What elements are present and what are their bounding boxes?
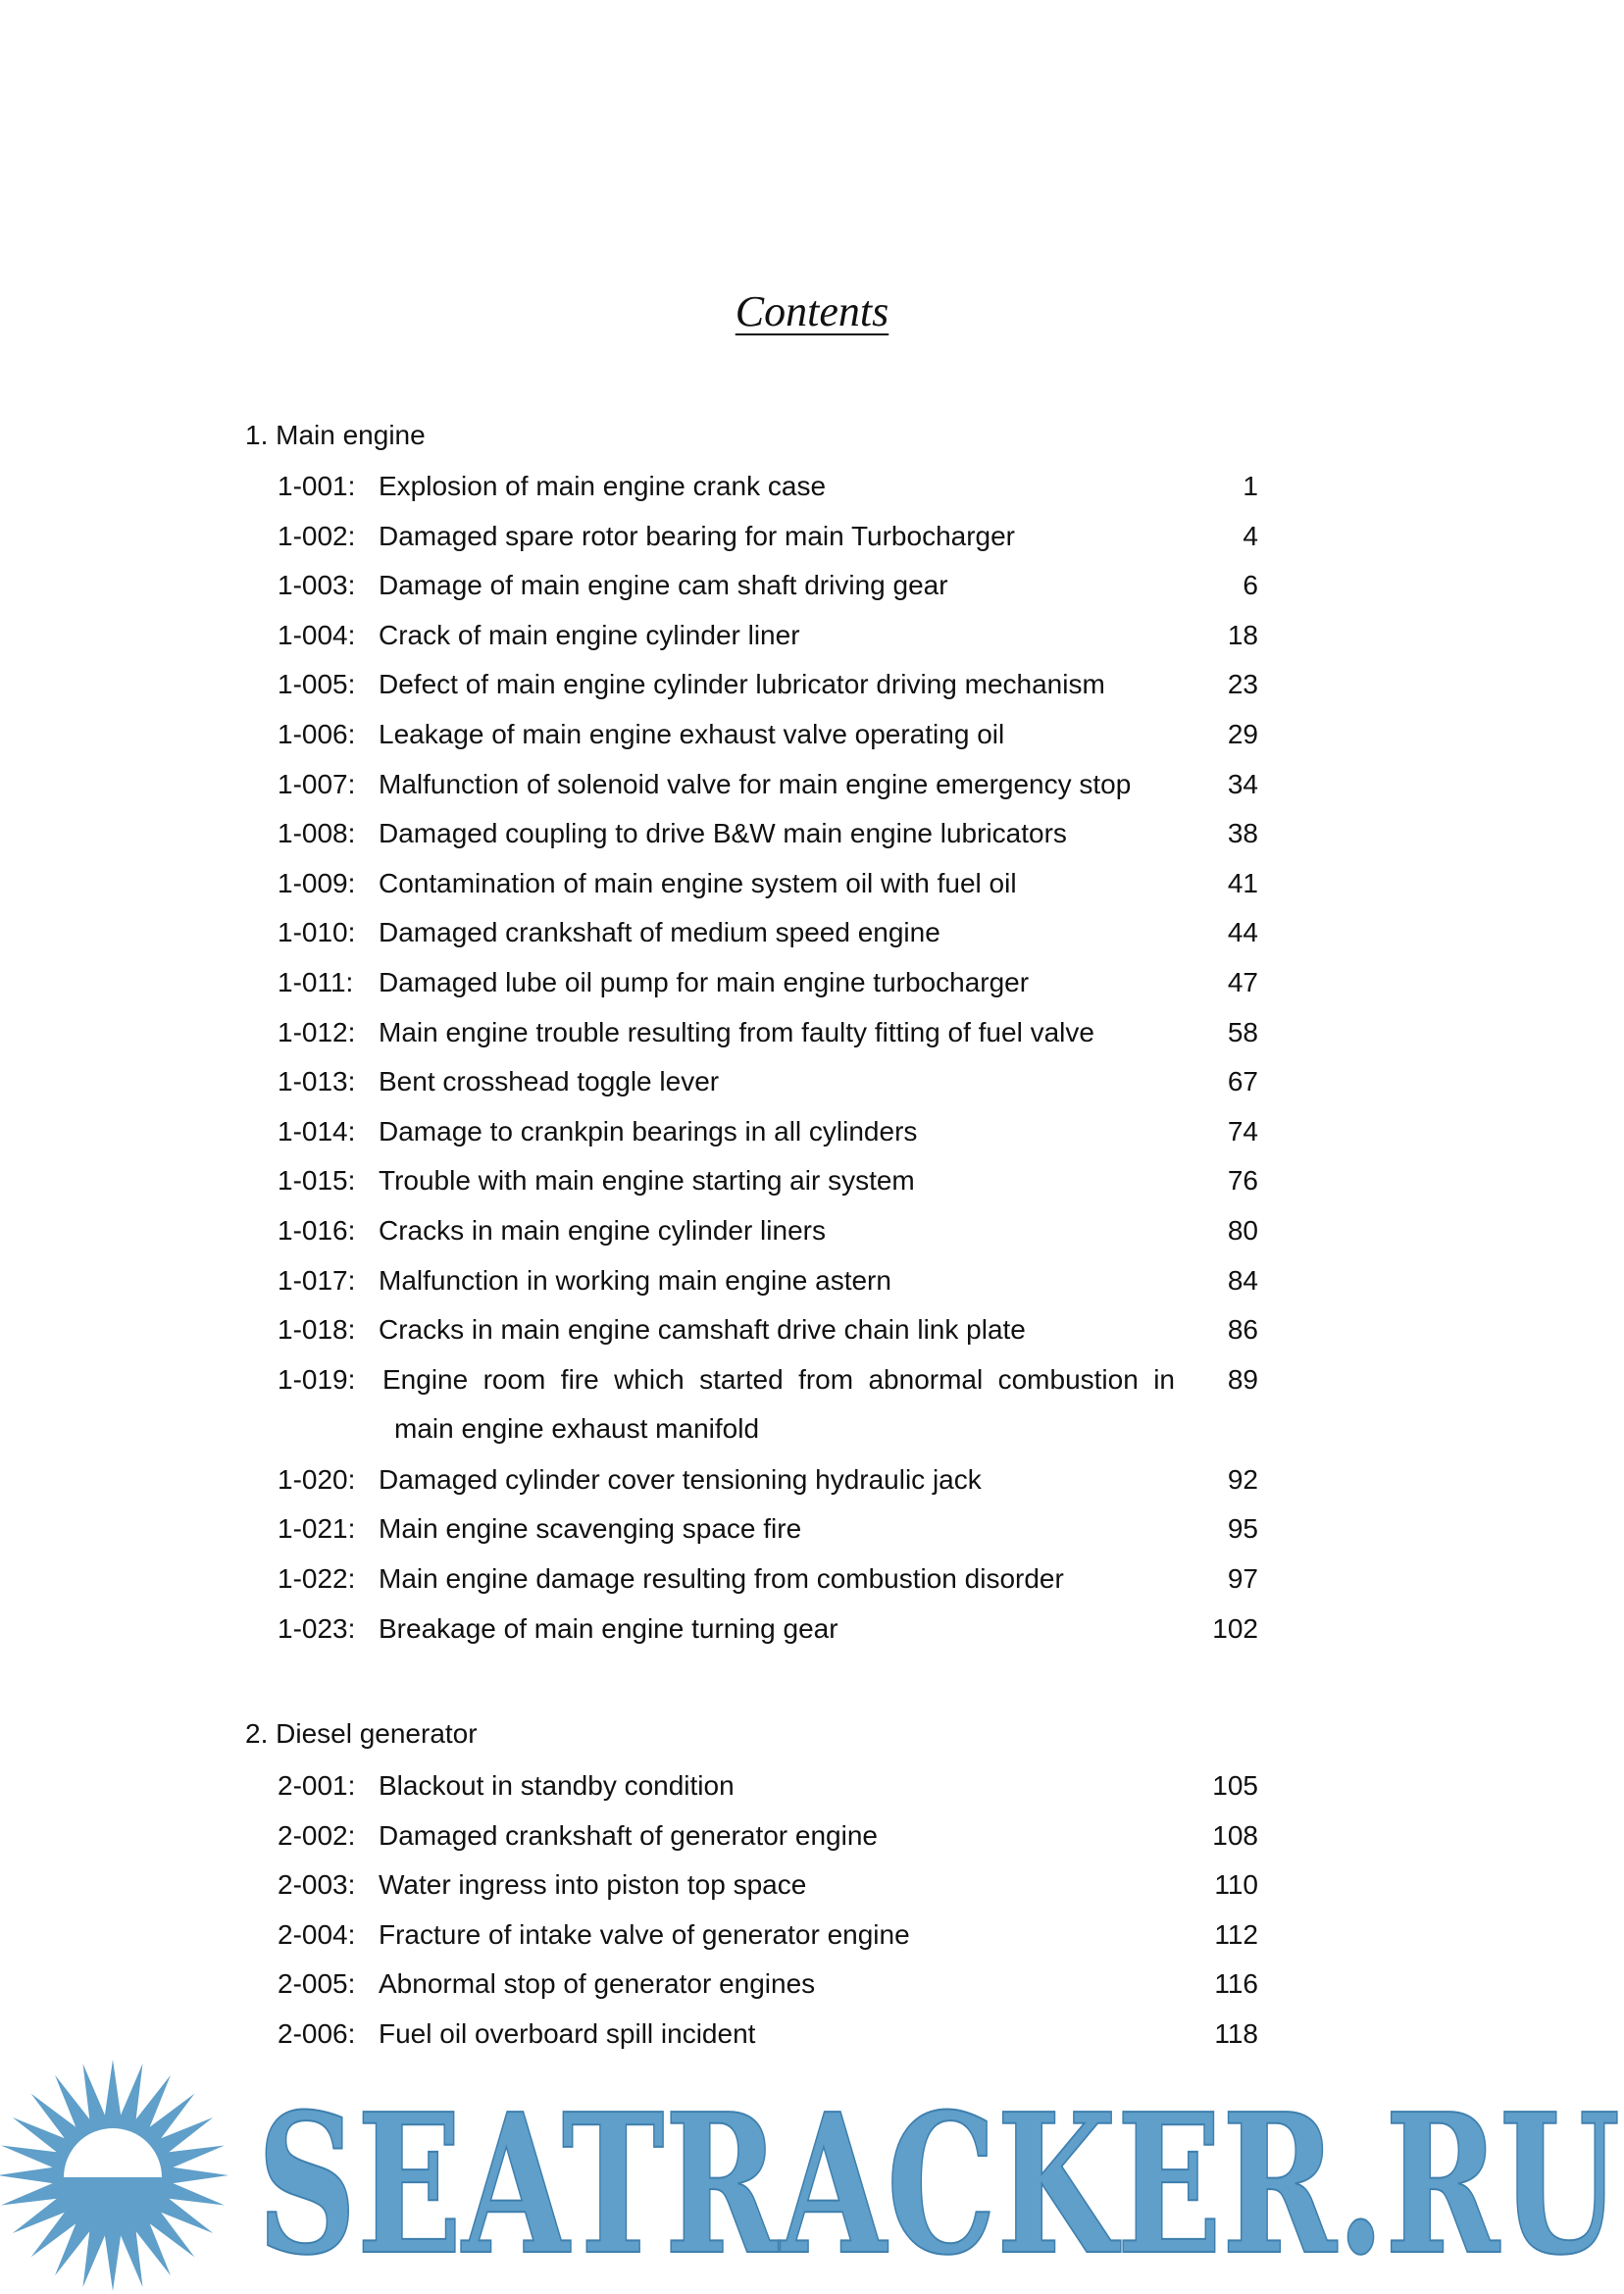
entry-title: Trouble with main engine starting air system	[379, 1165, 915, 1197]
entry-title: Breakage of main engine turning gear	[379, 1612, 838, 1644]
entry-title-continuation: main engine exhaust manifold	[394, 1413, 760, 1445]
entry-page: 112	[1214, 1918, 1258, 1950]
toc-entry[interactable]	[278, 1513, 1258, 1553]
entry-page: 47	[1227, 967, 1258, 997]
entry-title: Damaged coupling to drive B&W main engine lubricators	[379, 818, 1067, 849]
toc-entry[interactable]	[278, 1017, 1258, 1056]
entry-page: 92	[1227, 1463, 1258, 1495]
entry-title: Main engine scavenging space fire	[379, 1513, 802, 1545]
entry-code: 1-023:	[278, 1612, 356, 1644]
entry-code: 1-002:	[278, 520, 356, 551]
entry-title: Damaged crankshaft of generator engine	[379, 1819, 878, 1851]
entry-title: Main engine damage resulting from combustion disorder	[379, 1563, 1064, 1594]
entry-code: 1-019:	[278, 1363, 356, 1395]
sun-icon	[0, 2060, 228, 2291]
entry-page: 89	[1227, 1363, 1258, 1395]
toc-entry[interactable]	[278, 1968, 1258, 2008]
entry-code: 2-001:	[278, 1770, 356, 1801]
entry-title: Contamination of main engine system oil with fuel oil	[379, 867, 1017, 898]
entry-page: 41	[1227, 867, 1258, 898]
entry-title: Damage of main engine cam shaft driving gear	[379, 570, 948, 601]
entry-title: Fracture of intake valve of generator engine	[379, 1918, 910, 1950]
entry-title: Cracks in main engine cylinder liners	[379, 1215, 826, 1246]
entry-page: 38	[1227, 818, 1258, 849]
toc-entry[interactable]	[278, 1613, 1258, 1653]
entry-page: 118	[1214, 2018, 1258, 2049]
toc-entry[interactable]	[278, 719, 1258, 758]
entry-code: 1-014:	[278, 1115, 356, 1147]
entry-title: Cracks in main engine camshaft drive chain link plate	[379, 1314, 1026, 1346]
entry-code: 1-016:	[278, 1215, 356, 1246]
entry-page: 74	[1227, 1115, 1258, 1147]
entry-code: 1-004:	[278, 619, 356, 650]
entry-title: Damaged crankshaft of medium speed engine	[379, 917, 940, 948]
entry-title: Blackout in standby condition	[379, 1770, 735, 1801]
toc-entry[interactable]	[278, 570, 1258, 609]
entry-title: Main engine trouble resulting from faulty fitting of fuel valve	[379, 1016, 1094, 1047]
toc-entry[interactable]	[278, 1770, 1258, 1810]
entry-page: 116	[1214, 1968, 1258, 2000]
entry-page: 108	[1212, 1819, 1258, 1851]
section-heading: 2. Diesel generator	[245, 1718, 478, 1749]
entry-page: 34	[1227, 768, 1258, 799]
entry-code: 1-012:	[278, 1016, 356, 1047]
entry-code: 1-022:	[278, 1563, 356, 1594]
entry-code: 2-006:	[278, 2018, 356, 2049]
entry-page: 110	[1214, 1869, 1258, 1901]
entry-page: 58	[1227, 1016, 1258, 1047]
entry-page: 23	[1227, 669, 1258, 700]
entry-title: Damaged cylinder cover tensioning hydraulic jack	[379, 1463, 982, 1495]
entry-code: 1-001:	[278, 471, 356, 501]
entry-title: Bent crosshead toggle lever	[379, 1066, 720, 1097]
entry-title: Crack of main engine cylinder liner	[379, 619, 800, 650]
title-text: Contents	[735, 287, 889, 335]
toc-entry[interactable]	[278, 471, 1258, 510]
entry-code: 1-003:	[278, 570, 356, 601]
toc-entry[interactable]	[278, 1165, 1258, 1204]
toc-entry[interactable]	[278, 2018, 1258, 2058]
toc-entry[interactable]	[278, 521, 1258, 560]
entry-code: 1-018:	[278, 1314, 356, 1346]
entry-title: Malfunction of solenoid valve for main engine emergency stop	[379, 768, 1132, 799]
toc-entry[interactable]	[278, 868, 1258, 907]
entry-code: 1-010:	[278, 917, 356, 948]
entry-page: 67	[1227, 1066, 1258, 1097]
entry-page: 102	[1212, 1612, 1258, 1644]
entry-code: 2-004:	[278, 1918, 356, 1950]
toc-entry[interactable]	[278, 1563, 1258, 1603]
entry-title: Damaged spare rotor bearing for main Turbocharger	[379, 520, 1016, 551]
entry-page: 18	[1227, 619, 1258, 650]
entry-title: Malfunction in working main engine astern	[379, 1264, 891, 1296]
entry-title: Damage to crankpin bearings in all cylinders	[379, 1115, 918, 1147]
entry-title: Defect of main engine cylinder lubricator driving mechanism	[379, 669, 1105, 700]
entry-code: 1-017:	[278, 1264, 356, 1296]
toc-entry[interactable]	[278, 1869, 1258, 1909]
entry-title: Leakage of main engine exhaust valve operating oil	[379, 719, 1005, 749]
entry-code: 2-002:	[278, 1819, 356, 1851]
entry-page: 76	[1227, 1165, 1258, 1197]
toc-entry[interactable]	[278, 669, 1258, 708]
toc-entry[interactable]	[278, 1116, 1258, 1155]
toc-entry[interactable]	[278, 1265, 1258, 1304]
toc-entry[interactable]	[278, 1919, 1258, 1959]
entry-title: Fuel oil overboard spill incident	[379, 2018, 756, 2049]
toc-entry[interactable]	[278, 1820, 1258, 1860]
watermark-banner	[0, 2058, 1624, 2294]
entry-page: 29	[1227, 719, 1258, 749]
entry-code: 2-003:	[278, 1869, 356, 1901]
entry-page: 84	[1227, 1264, 1258, 1296]
entry-title: Damaged lube oil pump for main engine turbocharger	[379, 967, 1030, 997]
entry-page: 86	[1227, 1314, 1258, 1346]
entry-code: 1-007:	[278, 768, 356, 799]
entry-title: Explosion of main engine crank case	[379, 471, 827, 501]
watermark-text: SEATRACKER.RU	[257, 2072, 1620, 2294]
entry-page: 4	[1243, 520, 1258, 551]
entry-code: 1-021:	[278, 1513, 356, 1545]
entry-code: 1-006:	[278, 719, 356, 749]
toc-entry[interactable]	[278, 1215, 1258, 1254]
toc-entry[interactable]	[278, 769, 1258, 808]
toc-entry[interactable]	[278, 1364, 1258, 1403]
entry-code: 1-020:	[278, 1463, 356, 1495]
toc-entry[interactable]	[278, 1314, 1258, 1353]
entry-title: Water ingress into piston top space	[379, 1869, 807, 1901]
toc-entry[interactable]	[278, 1066, 1258, 1105]
toc-entry[interactable]	[278, 967, 1258, 1006]
entry-code: 1-008:	[278, 818, 356, 849]
entry-page: 1	[1243, 471, 1258, 501]
entry-code: 1-011:	[278, 967, 354, 997]
entry-code: 1-009:	[278, 867, 356, 898]
toc-entry[interactable]	[278, 1464, 1258, 1504]
entry-title: Engine room fire which started from abnormal combustion in	[382, 1363, 1175, 1395]
toc-entry[interactable]	[278, 818, 1258, 857]
entry-code: 1-013:	[278, 1066, 356, 1097]
toc-entry[interactable]	[278, 620, 1258, 659]
entry-page: 80	[1227, 1215, 1258, 1246]
entry-code: 1-015:	[278, 1165, 356, 1197]
entry-page: 6	[1243, 570, 1258, 601]
entry-code: 2-005:	[278, 1968, 356, 2000]
entry-page: 44	[1227, 917, 1258, 948]
entry-title: Abnormal stop of generator engines	[379, 1968, 816, 2000]
entry-page: 95	[1227, 1513, 1258, 1545]
entry-page: 105	[1212, 1770, 1258, 1801]
toc-entry[interactable]	[278, 917, 1258, 956]
section-heading: 1. Main engine	[245, 420, 426, 450]
entry-page: 97	[1227, 1563, 1258, 1594]
entry-code: 1-005:	[278, 669, 356, 700]
